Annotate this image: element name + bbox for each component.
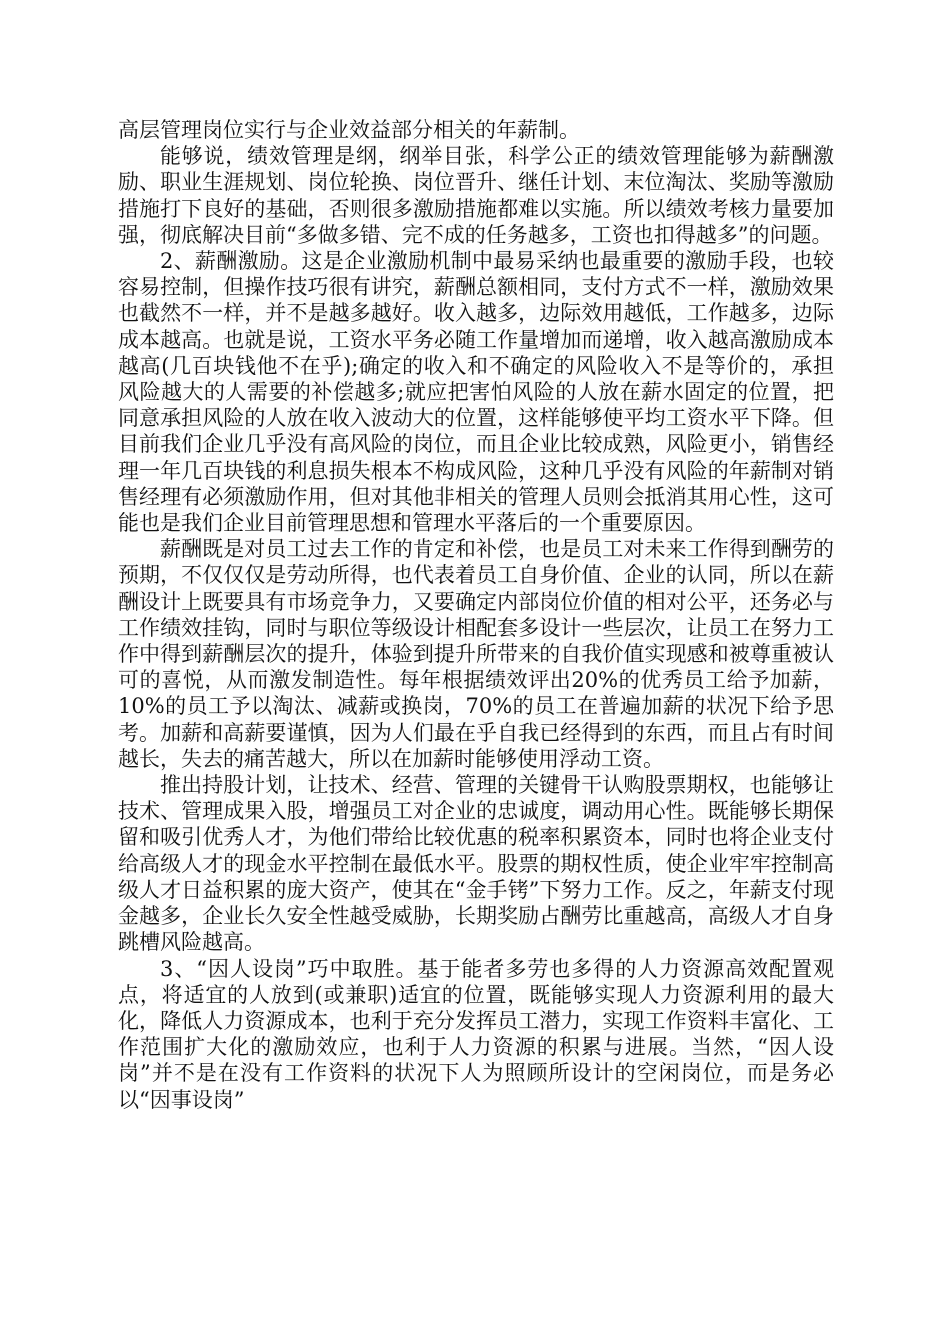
paragraph-performance-management: 能够说，绩效管理是纲，纲举目张，科学公正的绩效管理能够为薪酬激励、职业生涯规划、岗位轮换、岗位晋升、继任计划、末位淘汰、奖励等激励措施打下良好的基础，否则很多激励措施都难以实施。所以绩效考核力量要加强，彻底解决目前“多做多错、完不成的任务越多，工资也扣得越多”的问题。 xyxy=(118,144,834,247)
paragraph-salary-incentive: 2、薪酬激励。这是企业激励机制中最易采纳也最重要的激励手段，也较容易控制，但操作技巧很有讲究，薪酬总额相同，支付方式不一样，激励效果也截然不一样，并不是越多越好。收入越多，边际效用越低，工作越多，边际成本越高。也就是说，工资水平务必随工作量增加而递增，收入越高激励成本越高(几百块钱他不在乎);确定的收入和不确定的风险收入不是等价的，承担风险越大的人需要的补偿越多;就应把害怕风险的人放在薪水固定的位置，把同意承担风险的人放在收入波动大的位置，这样能够使平均工资水平下降。但目前我们企业几乎没有高风险的岗位，而且企业比较成熟，风险更小，销售经理一年几百块钱的利息损失根本不构成风险，这种几乎没有风险的年薪制对销售经理有必须激励作用，但对其他非相关的管理人员则会抵消其用心性，这可能也是我们企业目前管理思想和管理水平落后的一个重要原因。 xyxy=(118,249,834,536)
paragraph-salary-design: 薪酬既是对员工过去工作的肯定和补偿，也是员工对未来工作得到酬劳的预期，不仅仅仅是劳动所得，也代表着员工自身价值、企业的认同，所以在薪酬设计上既要具有市场竞争力，又要确定内部岗位价值的相对公平，还务必与工作绩效挂钩，同时与职位等级设计相配套多设计一些层次，让员工在努力工作中得到薪酬层次的提升，体验到提升所带来的自我价值实现感和被尊重被认可的喜悦，从而激发制造性。每年根据绩效评出20%的优秀员工给予加薪，10%的员工予以淘汰、减薪或换岗，70%的员工在普遍加薪的状况下给予思考。加薪和高薪要谨慎，因为人们最在乎自我已经得到的东西，而且占有时间越长，失去的痛苦越大，所以在加薪时能够使用浮动工资。 xyxy=(118,537,834,771)
paragraph-stock-plan: 推出持股计划，让技术、经营、管理的关键骨干认购股票期权，也能够让技术、管理成果入股，增强员工对企业的忠诚度，调动用心性。既能够长期保留和吸引优秀人才，为他们带给比较优惠的税率积累资本，同时也将企业支付给高级人才的现金水平控制在最低水平。股票的期权性质，使企业牢牢控制高级人才日益积累的庞大资产，使其在“金手铐”下努力工作。反之，年薪支付现金越多，企业长久安全性越受威胁，长期奖励占酬劳比重越高，高级人才自身跳槽风险越高。 xyxy=(118,773,834,955)
document-body xyxy=(118,117,834,1113)
paragraph-position-design: 3、“因人设岗”巧中取胜。基于能者多劳也多得的人力资源高效配置观点，将适宜的人放到(或兼职)适宜的位置，既能够实现人力资源利用的最大化，降低人力资源成本，也利于充分发挥员工潜力，实现工作资料丰富化、工作范围扩大化的激励效应，也利于人力资源的积累与进展。当然，“因人设岗”并不是在没有工作资料的状况下人为照顾所设计的空闲岗位，而是务必以“因事设岗” xyxy=(118,956,834,1112)
paragraph-continuation: 高层管理岗位实行与企业效益部分相关的年薪制。 xyxy=(118,118,580,142)
